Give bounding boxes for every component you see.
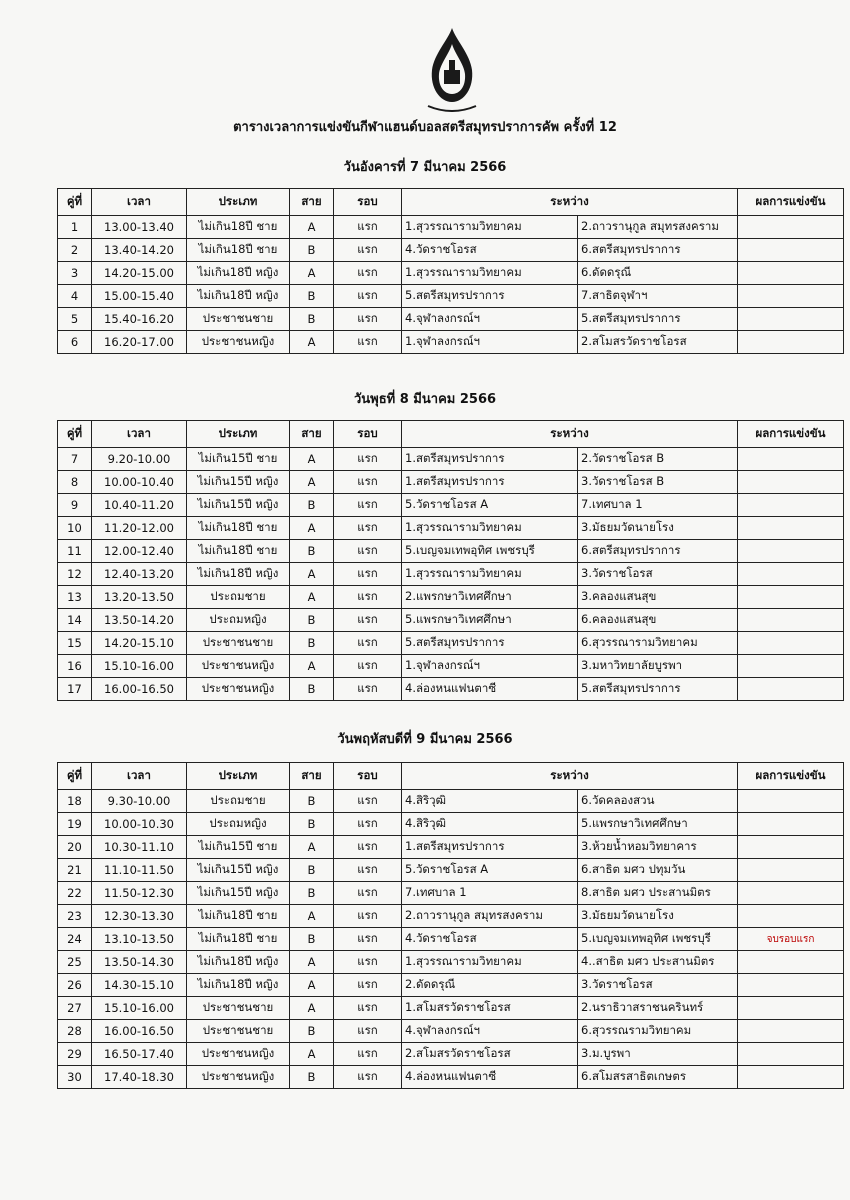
row-round: แรก [334, 262, 402, 285]
table-row [58, 1066, 844, 1089]
row-type: ประชาชนชาย [187, 997, 290, 1020]
row-result [738, 448, 844, 471]
table-row [58, 239, 844, 262]
row-team-b: 6.สาธิต มศว ปทุมวัน [578, 859, 738, 882]
table-row [58, 262, 844, 285]
row-time: 13.50-14.30 [92, 951, 187, 974]
row-team-b: 6.สตรีสมุทรปราการ [578, 540, 738, 563]
row-time: 9.30-10.00 [92, 790, 187, 813]
table-row [58, 517, 844, 540]
row-team-a: 4.วัดราชโอรส [402, 239, 578, 262]
row-team-a: 2.ดัดดรุณี [402, 974, 578, 997]
row-number: 15 [58, 632, 92, 655]
table-row [58, 563, 844, 586]
row-round: แรก [334, 813, 402, 836]
row-result [738, 1066, 844, 1089]
row-time: 12.00-12.40 [92, 540, 187, 563]
row-number: 18 [58, 790, 92, 813]
table-row [58, 905, 844, 928]
row-round: แรก [334, 586, 402, 609]
row-time: 13.50-14.20 [92, 609, 187, 632]
row-round: แรก [334, 308, 402, 331]
row-line: A [290, 655, 334, 678]
table-row [58, 678, 844, 701]
row-team-a: 1.สตรีสมุทรปราการ [402, 471, 578, 494]
row-round: แรก [334, 859, 402, 882]
table-row [58, 1020, 844, 1043]
row-result [738, 285, 844, 308]
row-team-a: 5.แพรกษาวิเทศศึกษา [402, 609, 578, 632]
table-row [58, 494, 844, 517]
row-team-a: 5.วัดราชโอรส A [402, 494, 578, 517]
row-team-b: 5.เบญจมเทพอุทิศ เพชรบุรี [578, 928, 738, 951]
row-team-a: 5.สตรีสมุทรปราการ [402, 285, 578, 308]
row-line: B [290, 790, 334, 813]
row-number: 16 [58, 655, 92, 678]
row-team-a: 4.ล่องหนแฟนตาซี [402, 678, 578, 701]
row-type: ไม่เกิน18ปี ชาย [187, 517, 290, 540]
row-type: ไม่เกิน15ปี หญิง [187, 494, 290, 517]
row-team-b: 3.วัดราชโอรส [578, 563, 738, 586]
row-team-a: 1.จุฬาลงกรณ์ฯ [402, 331, 578, 354]
row-line: B [290, 1020, 334, 1043]
table-row [58, 882, 844, 905]
row-result [738, 609, 844, 632]
row-round: แรก [334, 790, 402, 813]
row-number: 23 [58, 905, 92, 928]
row-team-b: 3.มัธยมวัดนายโรง [578, 517, 738, 540]
row-type: ประชาชนหญิง [187, 655, 290, 678]
row-line: B [290, 609, 334, 632]
row-team-b: 2.สโมสรวัดราชโอรส [578, 331, 738, 354]
row-round: แรก [334, 974, 402, 997]
row-number: 11 [58, 540, 92, 563]
row-type: ไม่เกิน18ปี ชาย [187, 239, 290, 262]
row-line: A [290, 1043, 334, 1066]
row-team-a: 4.สิริวุฒิ [402, 790, 578, 813]
row-time: 13.20-13.50 [92, 586, 187, 609]
row-round: แรก [334, 951, 402, 974]
header-between: ระหว่าง [402, 763, 738, 790]
header-no: คู่ที่ [58, 763, 92, 790]
row-result [738, 790, 844, 813]
row-round: แรก [334, 836, 402, 859]
row-time: 15.00-15.40 [92, 285, 187, 308]
row-team-b: 7.เทศบาล 1 [578, 494, 738, 517]
header-round: รอบ [334, 189, 402, 216]
row-time: 11.20-12.00 [92, 517, 187, 540]
row-result [738, 1043, 844, 1066]
row-team-a: 1.สตรีสมุทรปราการ [402, 836, 578, 859]
row-type: ประชาชนชาย [187, 308, 290, 331]
row-line: A [290, 517, 334, 540]
row-team-a: 2.สโมสรวัดราชโอรส [402, 1043, 578, 1066]
row-line: A [290, 905, 334, 928]
table-row [58, 974, 844, 997]
row-number: 10 [58, 517, 92, 540]
row-number: 2 [58, 239, 92, 262]
row-line: B [290, 540, 334, 563]
row-result [738, 882, 844, 905]
row-line: A [290, 331, 334, 354]
header-round: รอบ [334, 763, 402, 790]
row-type: ประชาชนหญิง [187, 1043, 290, 1066]
row-time: 15.10-16.00 [92, 655, 187, 678]
row-result [738, 216, 844, 239]
row-team-a: 4.จุฬาลงกรณ์ฯ [402, 1020, 578, 1043]
row-type: ไม่เกิน18ปี ชาย [187, 928, 290, 951]
row-number: 4 [58, 285, 92, 308]
row-team-a: 1.สุวรรณารามวิทยาคม [402, 563, 578, 586]
row-line: A [290, 836, 334, 859]
table-row [58, 655, 844, 678]
row-time: 16.00-16.50 [92, 678, 187, 701]
row-number: 22 [58, 882, 92, 905]
header-time: เวลา [92, 189, 187, 216]
row-number: 9 [58, 494, 92, 517]
row-type: ประชาชนชาย [187, 632, 290, 655]
row-type: ประชาชนหญิง [187, 1066, 290, 1089]
row-round: แรก [334, 494, 402, 517]
row-round: แรก [334, 928, 402, 951]
row-number: 7 [58, 448, 92, 471]
row-team-b: 6.สโมสรสาธิตเกษตร [578, 1066, 738, 1089]
row-round: แรก [334, 239, 402, 262]
row-result [738, 308, 844, 331]
page-title: ตารางเวลาการแข่งขันกีฬาแฮนด์บอลสตรีสมุทรปราการคัพ ครั้งที่ 12 [233, 120, 617, 135]
row-time: 16.20-17.00 [92, 331, 187, 354]
row-number: 3 [58, 262, 92, 285]
row-team-b: 6.คลองแสนสุข [578, 609, 738, 632]
row-line: A [290, 563, 334, 586]
row-team-b: 6.สุวรรณรามวิทยาคม [578, 1020, 738, 1043]
row-time: 11.50-12.30 [92, 882, 187, 905]
table-row [58, 540, 844, 563]
row-round: แรก [334, 285, 402, 308]
table-row [58, 951, 844, 974]
row-time: 17.40-18.30 [92, 1066, 187, 1089]
row-time: 12.40-13.20 [92, 563, 187, 586]
header-result: ผลการแข่งขัน [738, 763, 844, 790]
row-team-b: 3.วัดราชโอรส B [578, 471, 738, 494]
row-time: 14.30-15.10 [92, 974, 187, 997]
table-row [58, 216, 844, 239]
row-team-a: 1.จุฬาลงกรณ์ฯ [402, 655, 578, 678]
row-type: ประถมหญิง [187, 609, 290, 632]
row-round: แรก [334, 905, 402, 928]
header-type: ประเภท [187, 763, 290, 790]
row-time: 15.10-16.00 [92, 997, 187, 1020]
row-line: A [290, 262, 334, 285]
row-number: 8 [58, 471, 92, 494]
row-result [738, 951, 844, 974]
row-result [738, 859, 844, 882]
row-line: B [290, 859, 334, 882]
table-row [58, 997, 844, 1020]
row-time: 11.10-11.50 [92, 859, 187, 882]
table-row [58, 308, 844, 331]
row-round: แรก [334, 632, 402, 655]
row-time: 13.00-13.40 [92, 216, 187, 239]
table-row [58, 331, 844, 354]
row-result [738, 1020, 844, 1043]
row-type: ไม่เกิน18ปี หญิง [187, 262, 290, 285]
header-time: เวลา [92, 421, 187, 448]
header-round: รอบ [334, 421, 402, 448]
row-team-b: 2.วัดราชโอรส B [578, 448, 738, 471]
row-result [738, 813, 844, 836]
row-result [738, 262, 844, 285]
row-team-b: 7.สาธิตจุฬาฯ [578, 285, 738, 308]
row-time: 14.20-15.00 [92, 262, 187, 285]
table-row [58, 928, 844, 951]
row-result [738, 517, 844, 540]
row-time: 10.00-10.40 [92, 471, 187, 494]
row-line: A [290, 471, 334, 494]
day-heading: วันอังคารที่ 7 มีนาคม 2566 [343, 160, 507, 175]
row-type: ไม่เกิน15ปี ชาย [187, 448, 290, 471]
row-line: A [290, 586, 334, 609]
row-time: 16.00-16.50 [92, 1020, 187, 1043]
table-row [58, 471, 844, 494]
row-round: แรก [334, 1020, 402, 1043]
row-result [738, 974, 844, 997]
row-round: แรก [334, 448, 402, 471]
row-time: 14.20-15.10 [92, 632, 187, 655]
row-team-b: 6.ดัดดรุณี [578, 262, 738, 285]
row-round: แรก [334, 882, 402, 905]
row-team-b: 6.สตรีสมุทรปราการ [578, 239, 738, 262]
row-result [738, 655, 844, 678]
row-result [738, 563, 844, 586]
header-type: ประเภท [187, 189, 290, 216]
row-line: A [290, 448, 334, 471]
row-result [738, 905, 844, 928]
row-time: 16.50-17.40 [92, 1043, 187, 1066]
row-number: 21 [58, 859, 92, 882]
row-team-b: 5.สตรีสมุทรปราการ [578, 308, 738, 331]
row-team-b: 4..สาธิต มศว ประสานมิตร [578, 951, 738, 974]
header-result: ผลการแข่งขัน [738, 189, 844, 216]
row-team-b: 3.วัดราชโอรส [578, 974, 738, 997]
row-team-a: 5.เบญจมเทพอุทิศ เพชรบุรี [402, 540, 578, 563]
row-round: แรก [334, 216, 402, 239]
row-number: 25 [58, 951, 92, 974]
row-type: ประชาชนหญิง [187, 678, 290, 701]
row-team-b: 6.สุวรรณารามวิทยาคม [578, 632, 738, 655]
row-line: B [290, 239, 334, 262]
row-team-b: 5.สตรีสมุทรปราการ [578, 678, 738, 701]
row-type: ไม่เกิน18ปี หญิง [187, 285, 290, 308]
row-round: แรก [334, 1066, 402, 1089]
header-line: สาย [290, 421, 334, 448]
row-number: 19 [58, 813, 92, 836]
row-number: 26 [58, 974, 92, 997]
row-team-b: 6.วัดคลองสวน [578, 790, 738, 813]
row-round: แรก [334, 1043, 402, 1066]
row-result [738, 494, 844, 517]
schedule-table [57, 762, 844, 1089]
row-time: 9.20-10.00 [92, 448, 187, 471]
table-row [58, 448, 844, 471]
row-team-a: 5.วัดราชโอรส A [402, 859, 578, 882]
row-result [738, 471, 844, 494]
row-team-b: 3.มัธยมวัดนายโรง [578, 905, 738, 928]
header-between: ระหว่าง [402, 189, 738, 216]
row-number: 14 [58, 609, 92, 632]
row-team-a: 4.วัดราชโอรส [402, 928, 578, 951]
row-round: แรก [334, 655, 402, 678]
row-line: B [290, 678, 334, 701]
row-type: ไม่เกิน18ปี หญิง [187, 974, 290, 997]
row-type: ไม่เกิน15ปี หญิง [187, 471, 290, 494]
row-team-a: 2.แพรกษาวิเทศศึกษา [402, 586, 578, 609]
row-line: B [290, 494, 334, 517]
row-round: แรก [334, 331, 402, 354]
row-type: ประถมชาย [187, 790, 290, 813]
table-row [58, 813, 844, 836]
row-type: ไม่เกิน18ปี หญิง [187, 563, 290, 586]
row-number: 20 [58, 836, 92, 859]
row-type: ไม่เกิน18ปี ชาย [187, 216, 290, 239]
row-team-a: 1.สุวรรณารามวิทยาคม [402, 951, 578, 974]
row-number: 5 [58, 308, 92, 331]
row-team-a: 4.จุฬาลงกรณ์ฯ [402, 308, 578, 331]
row-team-a: 1.สุวรรณารามวิทยาคม [402, 517, 578, 540]
row-type: ไม่เกิน15ปี หญิง [187, 859, 290, 882]
row-number: 1 [58, 216, 92, 239]
row-result [738, 540, 844, 563]
row-line: B [290, 928, 334, 951]
row-round: แรก [334, 997, 402, 1020]
row-number: 30 [58, 1066, 92, 1089]
header-type: ประเภท [187, 421, 290, 448]
row-line: B [290, 632, 334, 655]
row-type: ประถมหญิง [187, 813, 290, 836]
row-line: B [290, 813, 334, 836]
row-time: 15.40-16.20 [92, 308, 187, 331]
row-line: B [290, 1066, 334, 1089]
row-team-a: 4.ล่องหนแฟนตาซี [402, 1066, 578, 1089]
row-team-a: 5.สตรีสมุทรปราการ [402, 632, 578, 655]
header-result: ผลการแข่งขัน [738, 421, 844, 448]
schedule-table [57, 420, 844, 701]
header-between: ระหว่าง [402, 421, 738, 448]
row-type: ประชาชนชาย [187, 1020, 290, 1043]
table-row [58, 632, 844, 655]
header-no: คู่ที่ [58, 189, 92, 216]
row-team-a: 1.สุวรรณารามวิทยาคม [402, 262, 578, 285]
row-type: ไม่เกิน18ปี ชาย [187, 905, 290, 928]
row-type: ไม่เกิน15ปี หญิง [187, 882, 290, 905]
table-row [58, 859, 844, 882]
row-number: 27 [58, 997, 92, 1020]
row-time: 13.40-14.20 [92, 239, 187, 262]
row-round: แรก [334, 563, 402, 586]
row-line: A [290, 997, 334, 1020]
row-type: ไม่เกิน18ปี หญิง [187, 951, 290, 974]
row-number: 24 [58, 928, 92, 951]
row-time: 10.00-10.30 [92, 813, 187, 836]
row-team-a: 1.สตรีสมุทรปราการ [402, 448, 578, 471]
row-team-b: 8.สาธิต มศว ประสานมิตร [578, 882, 738, 905]
row-result [738, 632, 844, 655]
row-team-b: 2.ถาวรานุกูล สมุทรสงคราม [578, 216, 738, 239]
row-line: A [290, 974, 334, 997]
row-time: 12.30-13.30 [92, 905, 187, 928]
row-team-a: 4.สิริวุฒิ [402, 813, 578, 836]
row-time: 10.30-11.10 [92, 836, 187, 859]
school-logo-icon [420, 26, 484, 112]
row-round: แรก [334, 540, 402, 563]
row-time: 13.10-13.50 [92, 928, 187, 951]
table-row [58, 790, 844, 813]
row-result [738, 239, 844, 262]
table-row [58, 285, 844, 308]
table-row [58, 586, 844, 609]
row-line: B [290, 882, 334, 905]
row-number: 17 [58, 678, 92, 701]
row-number: 29 [58, 1043, 92, 1066]
row-result [738, 997, 844, 1020]
row-team-a: 7.เทศบาล 1 [402, 882, 578, 905]
row-round: แรก [334, 471, 402, 494]
row-result [738, 331, 844, 354]
row-round: แรก [334, 517, 402, 540]
row-result [738, 678, 844, 701]
row-type: ไม่เกิน15ปี ชาย [187, 836, 290, 859]
table-row [58, 1043, 844, 1066]
row-result [738, 836, 844, 859]
row-line: B [290, 308, 334, 331]
row-team-b: 3.ห้วยน้ำหอมวิทยาคาร [578, 836, 738, 859]
row-number: 12 [58, 563, 92, 586]
row-line: A [290, 951, 334, 974]
row-team-b: 3.มหาวิทยาลัยบูรพา [578, 655, 738, 678]
row-team-b: 5.แพรกษาวิเทศศึกษา [578, 813, 738, 836]
row-result [738, 586, 844, 609]
row-number: 28 [58, 1020, 92, 1043]
row-round: แรก [334, 609, 402, 632]
row-number: 6 [58, 331, 92, 354]
row-time: 10.40-11.20 [92, 494, 187, 517]
row-team-b: 3.ม.บูรพา [578, 1043, 738, 1066]
row-type: ไม่เกิน18ปี ชาย [187, 540, 290, 563]
schedule-table [57, 188, 844, 354]
row-team-a: 1.สุวรรณารามวิทยาคม [402, 216, 578, 239]
header-line: สาย [290, 189, 334, 216]
row-team-b: 2.นราธิวาสราชนครินทร์ [578, 997, 738, 1020]
row-line: B [290, 285, 334, 308]
table-row [58, 609, 844, 632]
header-time: เวลา [92, 763, 187, 790]
row-type: ประถมชาย [187, 586, 290, 609]
day-heading: วันพฤหัสบดีที่ 9 มีนาคม 2566 [337, 732, 513, 747]
row-team-b: 3.คลองแสนสุข [578, 586, 738, 609]
row-line: A [290, 216, 334, 239]
day-heading: วันพุธที่ 8 มีนาคม 2566 [353, 392, 497, 407]
row-round: แรก [334, 678, 402, 701]
row-result: จบรอบแรก [738, 928, 844, 951]
row-team-a: 1.สโมสรวัดราชโอรส [402, 997, 578, 1020]
row-number: 13 [58, 586, 92, 609]
row-type: ประชาชนหญิง [187, 331, 290, 354]
header-no: คู่ที่ [58, 421, 92, 448]
table-row [58, 836, 844, 859]
row-team-a: 2.ถาวรานุกูล สมุทรสงคราม [402, 905, 578, 928]
header-line: สาย [290, 763, 334, 790]
